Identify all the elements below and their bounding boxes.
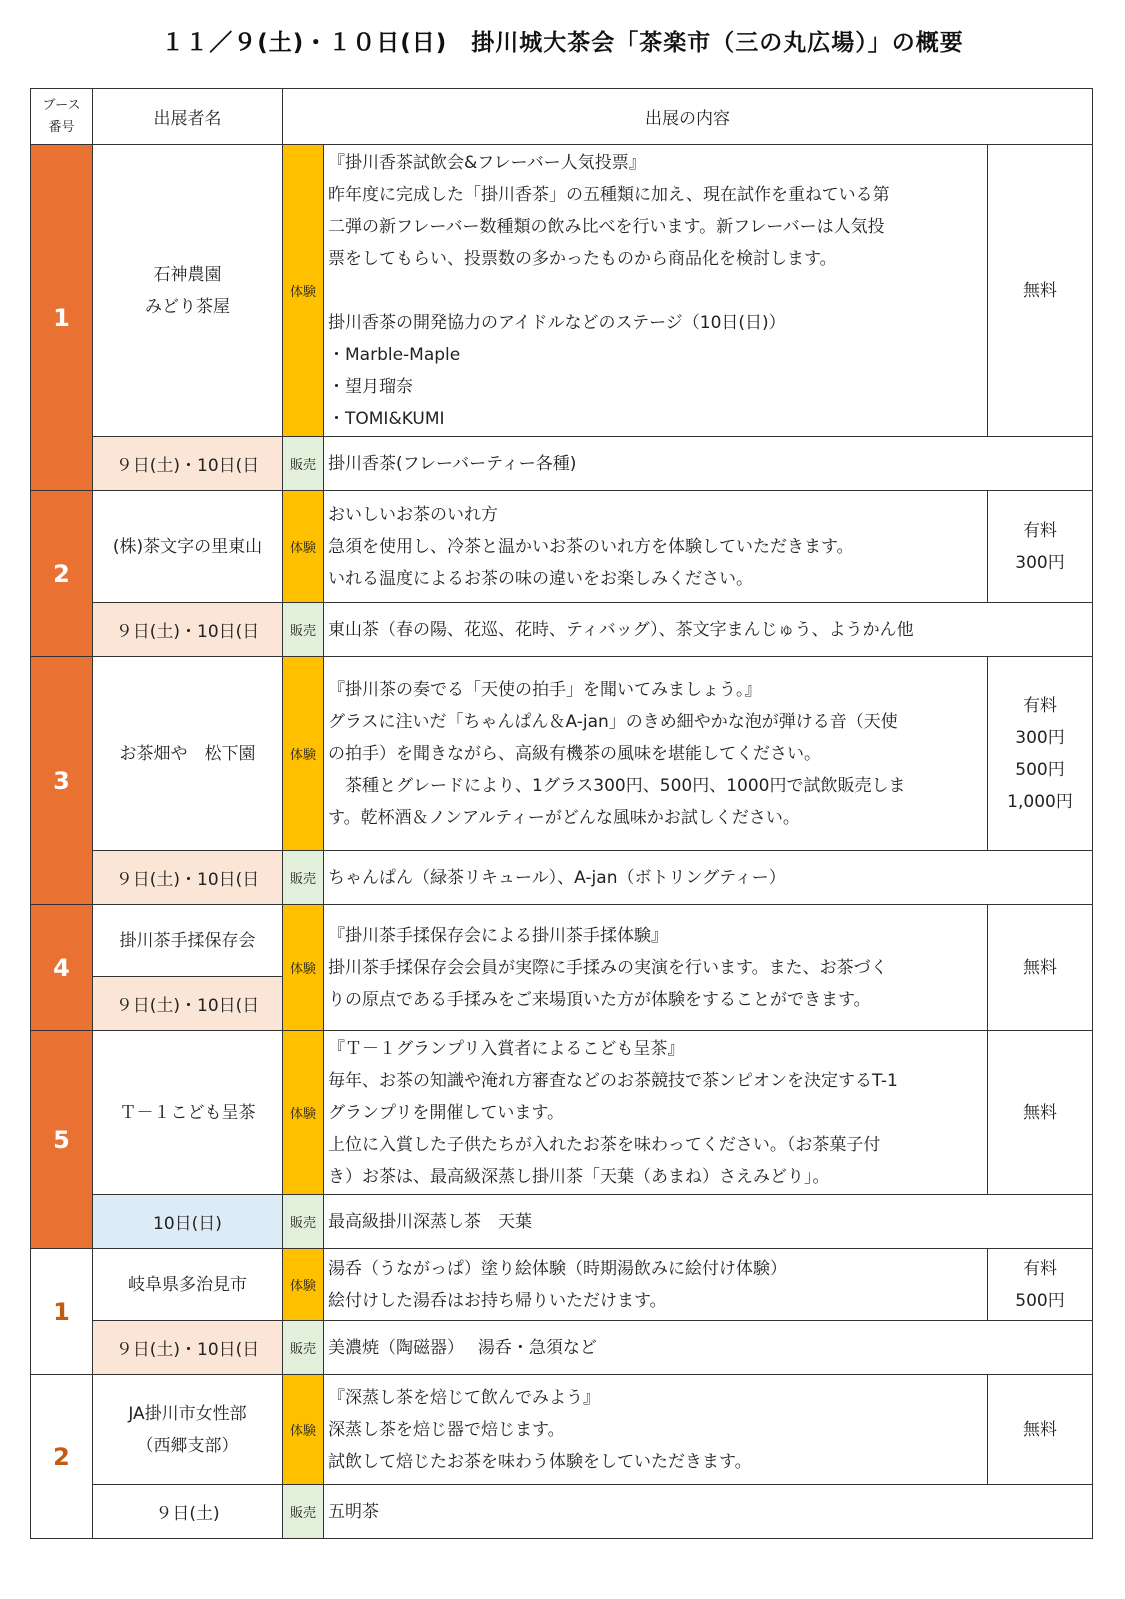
experience-content: 『掛川茶手揉保存会による掛川茶手揉体験』 掛川茶手揉保存会会員が実際に手揉みの実演を行います。また、お茶づく りの原点である手揉みをご来場頂いた方が体験をすることができます。	[324, 905, 988, 1031]
booth-dates: 10日(日)	[93, 1195, 283, 1249]
booth-3-experience-row	[31, 657, 1093, 851]
header-booth-number: ブース 番号	[31, 89, 93, 145]
booth-5-sale-row	[31, 1195, 1093, 1249]
booth-number: 3	[31, 657, 93, 905]
booth-4-experience-row	[31, 905, 1093, 977]
sale-label: 販売	[283, 1195, 324, 1249]
exhibitor-name: 岐阜県多治見市	[93, 1249, 283, 1321]
sale-label: 販売	[283, 437, 324, 491]
booth-dates: ９日(土)・10日(日	[93, 437, 283, 491]
fee: 有料 300円 500円 1,000円	[988, 657, 1093, 851]
booth-number: 1	[31, 1249, 93, 1375]
exhibitor-name: お茶畑や 松下園	[93, 657, 283, 851]
experience-content: 『掛川香茶試飲会&フレーバー人気投票』 昨年度に完成した「掛川香茶」の五種類に加え、現在試作を重ねている第 二弾の新フレーバー数種類の飲み比べを行います。新フレーバーは人気投 票をしてもらい、投票数の多かったものから商品化を検討します。 掛川香茶の開発協力のアイドルなどのステージ（10日(日)） ・Marble-Maple ・望月瑠奈 ・TOMI&KUMI	[324, 145, 988, 437]
experience-content: おいしいお茶のいれ方 急須を使用し、冷茶と温かいお茶のいれ方を体験していただきます。 いれる温度によるお茶の味の違いをお楽しみください。	[324, 491, 988, 603]
experience-label: 体験	[283, 491, 324, 603]
booth-number: 4	[31, 905, 93, 1031]
sale-content: ちゃんぱん（緑茶リキュール）、A-jan（ボトリングティー）	[324, 851, 1093, 905]
booth-1-experience-row	[31, 145, 1093, 437]
fee: 無料	[988, 905, 1093, 1031]
sale-content: 五明茶	[324, 1485, 1093, 1539]
experience-content: 湯呑（うながっぱ）塗り絵体験（時期湯飲みに絵付け体験） 絵付けした湯呑はお持ち帰りいただけます。	[324, 1249, 988, 1321]
fee: 無料	[988, 145, 1093, 437]
booth-2-sale-row	[31, 603, 1093, 657]
page-title: １１／９(土)・１０日(日) 掛川城大茶会「茶楽市（三の丸広場）」の概要	[161, 30, 964, 56]
booth-5-experience-row	[31, 1031, 1093, 1195]
booth-dates: ９日(土)	[93, 1485, 283, 1539]
sale-content: 掛川香茶(フレーバーティー各種)	[324, 437, 1093, 491]
exhibitor-name: JA掛川市女性部 （西郷支部）	[93, 1375, 283, 1485]
fee: 有料 500円	[988, 1249, 1093, 1321]
booth-number: 5	[31, 1031, 93, 1249]
booth-table	[30, 88, 1093, 1539]
experience-label: 体験	[283, 905, 324, 1031]
booth-7-sale-row	[31, 1485, 1093, 1539]
header-row	[31, 89, 1093, 145]
experience-label: 体験	[283, 1031, 324, 1195]
header-content: 出展の内容	[283, 89, 1093, 145]
header-exhibitor: 出展者名	[93, 89, 283, 145]
fee: 有料 300円	[988, 491, 1093, 603]
sale-content: 最高級掛川深蒸し茶 天葉	[324, 1195, 1093, 1249]
experience-label: 体験	[283, 657, 324, 851]
booth-number: 2	[31, 491, 93, 657]
booth-6-sale-row	[31, 1321, 1093, 1375]
booth-number: 2	[31, 1375, 93, 1539]
booth-dates: ９日(土)・10日(日	[93, 603, 283, 657]
booth-3-sale-row	[31, 851, 1093, 905]
exhibitor-name: (株)茶文字の里東山	[93, 491, 283, 603]
sale-label: 販売	[283, 1485, 324, 1539]
experience-content: 『深蒸し茶を焙じて飲んでみよう』 深蒸し茶を焙じ器で焙じます。 試飲して焙じたお茶を味わう体験をしていただきます。	[324, 1375, 988, 1485]
sale-label: 販売	[283, 851, 324, 905]
experience-label: 体験	[283, 1249, 324, 1321]
experience-label: 体験	[283, 1375, 324, 1485]
sale-content: 東山茶（春の陽、花巡、花時、ティバッグ）、茶文字まんじゅう、ようかん他	[324, 603, 1093, 657]
booth-number: 1	[31, 145, 93, 491]
fee: 無料	[988, 1031, 1093, 1195]
experience-content: 『Ｔ－１グランプリ入賞者によるこども呈茶』 毎年、お茶の知識や淹れ方審査などのお茶競技で茶ンピオンを決定するT-1 グランプリを開催しています。 上位に入賞した子供たちが入れたお茶を味わってください。（お茶菓子付 き）お茶は、最高級深蒸し掛川茶「天葉（あまね）さえみどり」。	[324, 1031, 988, 1195]
booth-6-experience-row	[31, 1249, 1093, 1321]
sale-content: 美濃焼（陶磁器） 湯呑・急須など	[324, 1321, 1093, 1375]
booth-7-experience-row	[31, 1375, 1093, 1485]
booth-dates: ９日(土)・10日(日	[93, 1321, 283, 1375]
exhibitor-name: Ｔ－１こども呈茶	[93, 1031, 283, 1195]
experience-label: 体験	[283, 145, 324, 437]
booth-dates: ９日(土)・10日(日	[93, 851, 283, 905]
booth-1-sale-row	[31, 437, 1093, 491]
exhibitor-name: 石神農園 みどり茶屋	[93, 145, 283, 437]
booth-dates: ９日(土)・10日(日	[93, 977, 283, 1031]
exhibitor-name: 掛川茶手揉保存会	[93, 905, 283, 977]
booth-2-experience-row	[31, 491, 1093, 603]
experience-content: 『掛川茶の奏でる「天使の拍手」を聞いてみましょう。』 グラスに注いだ「ちゃんぱん＆A-jan」のきめ細やかな泡が弾ける音（天使 の拍手）を聞きながら、高級有機茶の風味を堪能してください。 茶種とグレードにより、1グラス300円、500円、1000円で試飲販売しま す。乾杯酒＆ノンアルティーがどんな風味かお試しください。	[324, 657, 988, 851]
sale-label: 販売	[283, 1321, 324, 1375]
fee: 無料	[988, 1375, 1093, 1485]
sale-label: 販売	[283, 603, 324, 657]
